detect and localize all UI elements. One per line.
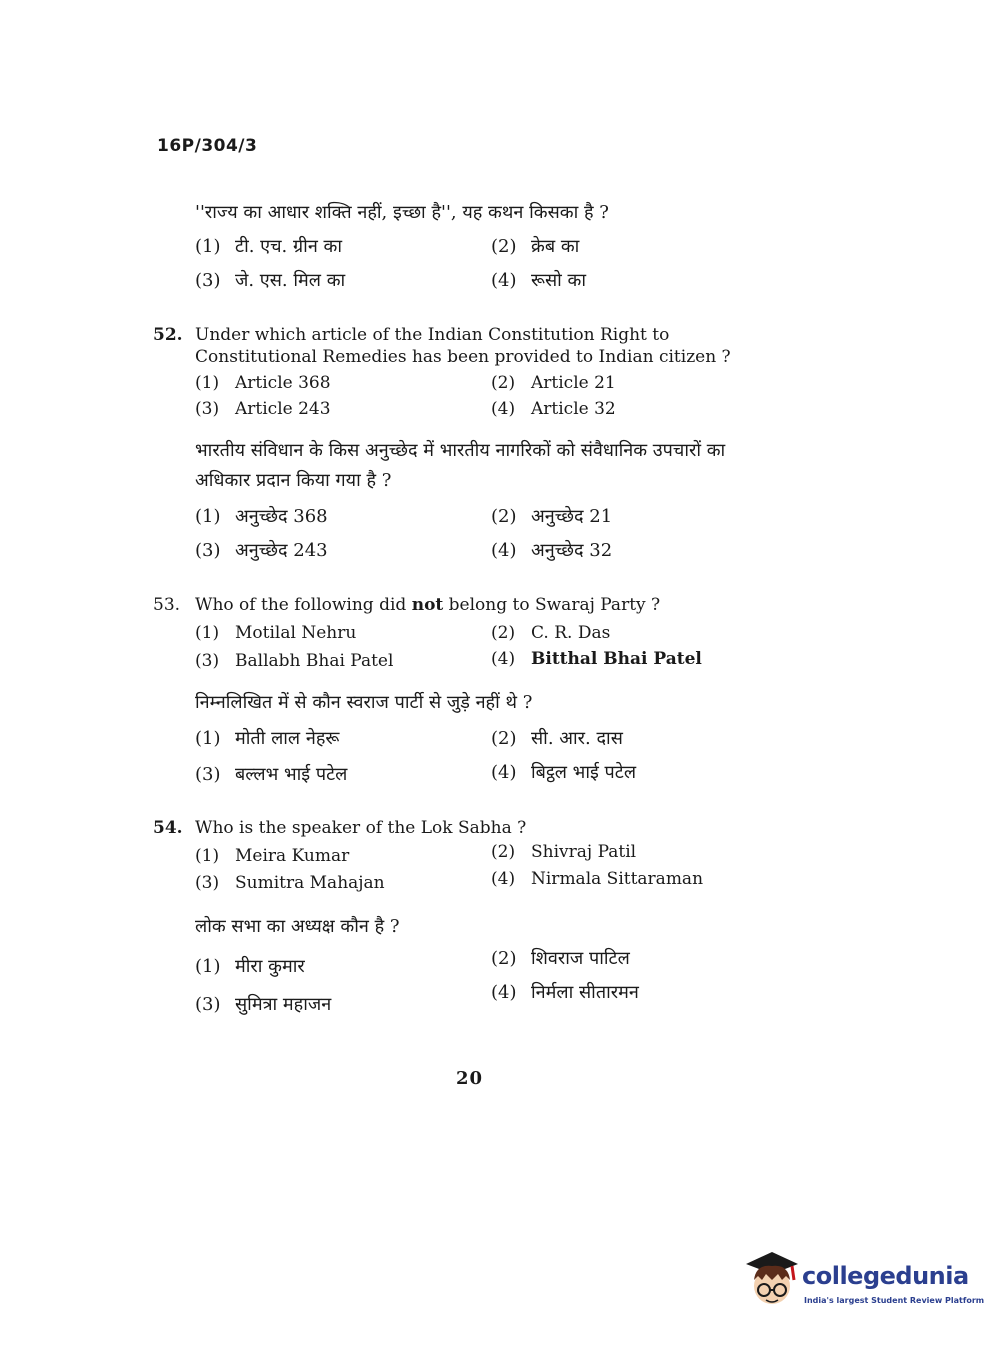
option-3: (3) जे. एस. मिल का xyxy=(195,270,346,291)
options xyxy=(195,948,780,1028)
question-text: लोक सभा का अध्यक्ष कौन है ? xyxy=(195,916,400,937)
collegedunia-logo[interactable] xyxy=(742,1250,985,1310)
question-number: 54. xyxy=(153,818,183,838)
question-number: 53. xyxy=(153,595,181,615)
option-2: (2) क्रेब का xyxy=(491,236,580,257)
option-1: (1) Motilal Nehru xyxy=(195,623,357,643)
option-4: (4) Bitthal Bhai Patel xyxy=(491,649,702,669)
question-number: 52. xyxy=(153,325,183,345)
option-1: (1) मोती लाल नेहरू xyxy=(195,728,340,749)
option-3: (3) Ballabh Bhai Patel xyxy=(195,651,394,671)
option-3: (3) Article 243 xyxy=(195,399,331,419)
options xyxy=(195,232,780,300)
options xyxy=(195,724,780,794)
question-54-hindi xyxy=(195,912,780,1028)
option-1: (1) मीरा कुमार xyxy=(195,956,305,977)
question-text: Who of the following did not belong to Swaraj Party ? xyxy=(195,595,661,615)
option-4: (4) अनुच्छेद 32 xyxy=(491,540,613,561)
option-3: (3) अनुच्छेद 243 xyxy=(195,540,328,561)
question-51-hindi xyxy=(195,198,780,300)
option-3: (3) बल्लभ भाई पटेल xyxy=(195,764,348,785)
logo-name: collegedunia xyxy=(802,1262,969,1290)
option-2: (2) अनुच्छेद 21 xyxy=(491,506,613,527)
option-1: (1) टी. एच. ग्रीन का xyxy=(195,236,343,257)
question-54 xyxy=(153,817,780,901)
mascot-icon xyxy=(742,1250,800,1310)
page-number: 20 xyxy=(456,1068,484,1089)
question-text: ''राज्य का आधार शक्ति नहीं, इच्छा है'', यह कथन किसका है ? xyxy=(195,202,609,223)
paper-code: 16P/304/3 xyxy=(157,136,258,156)
option-4: (4) निर्मला सीतारमन xyxy=(491,982,639,1003)
question-text: निम्नलिखित में से कौन स्वराज पार्टी से जुड़े नहीं थे ? xyxy=(195,692,533,713)
options xyxy=(195,842,780,901)
question-53-hindi xyxy=(195,688,780,794)
option-3: (3) सुमित्रा महाजन xyxy=(195,994,332,1015)
option-2: (2) C. R. Das xyxy=(491,623,611,643)
option-4: (4) रूसो का xyxy=(491,270,587,291)
options xyxy=(195,622,780,678)
options xyxy=(195,372,780,424)
question-text: Under which article of the Indian Constitution Right to Constitutional Remedies has been provided to Indian citizen ? xyxy=(195,325,731,367)
option-4: (4) बिट्ठल भाई पटेल xyxy=(491,762,637,783)
question-52-hindi xyxy=(195,436,780,570)
option-2: (2) Shivraj Patil xyxy=(491,842,637,862)
option-3: (3) Sumitra Mahajan xyxy=(195,873,385,893)
question-53 xyxy=(153,594,780,678)
logo-tagline: India's largest Student Review Platform xyxy=(804,1296,985,1305)
option-2: (2) शिवराज पाटिल xyxy=(491,948,630,969)
option-2: (2) सी. आर. दास xyxy=(491,728,623,749)
question-52 xyxy=(153,324,780,424)
option-2: (2) Article 21 xyxy=(491,373,616,393)
option-1: (1) Article 368 xyxy=(195,373,331,393)
options xyxy=(195,502,780,570)
question-text: भारतीय संविधान के किस अनुच्छेद में भारतीय नागरिकों को संवैधानिक उपचारों का अधिकार प्रदान किया गया है ? xyxy=(195,440,726,491)
option-1: (1) Meira Kumar xyxy=(195,846,350,866)
option-1: (1) अनुच्छेद 368 xyxy=(195,506,328,527)
question-text: Who is the speaker of the Lok Sabha ? xyxy=(195,818,527,838)
option-4: (4) Nirmala Sittaraman xyxy=(491,869,704,889)
option-4: (4) Article 32 xyxy=(491,399,616,419)
